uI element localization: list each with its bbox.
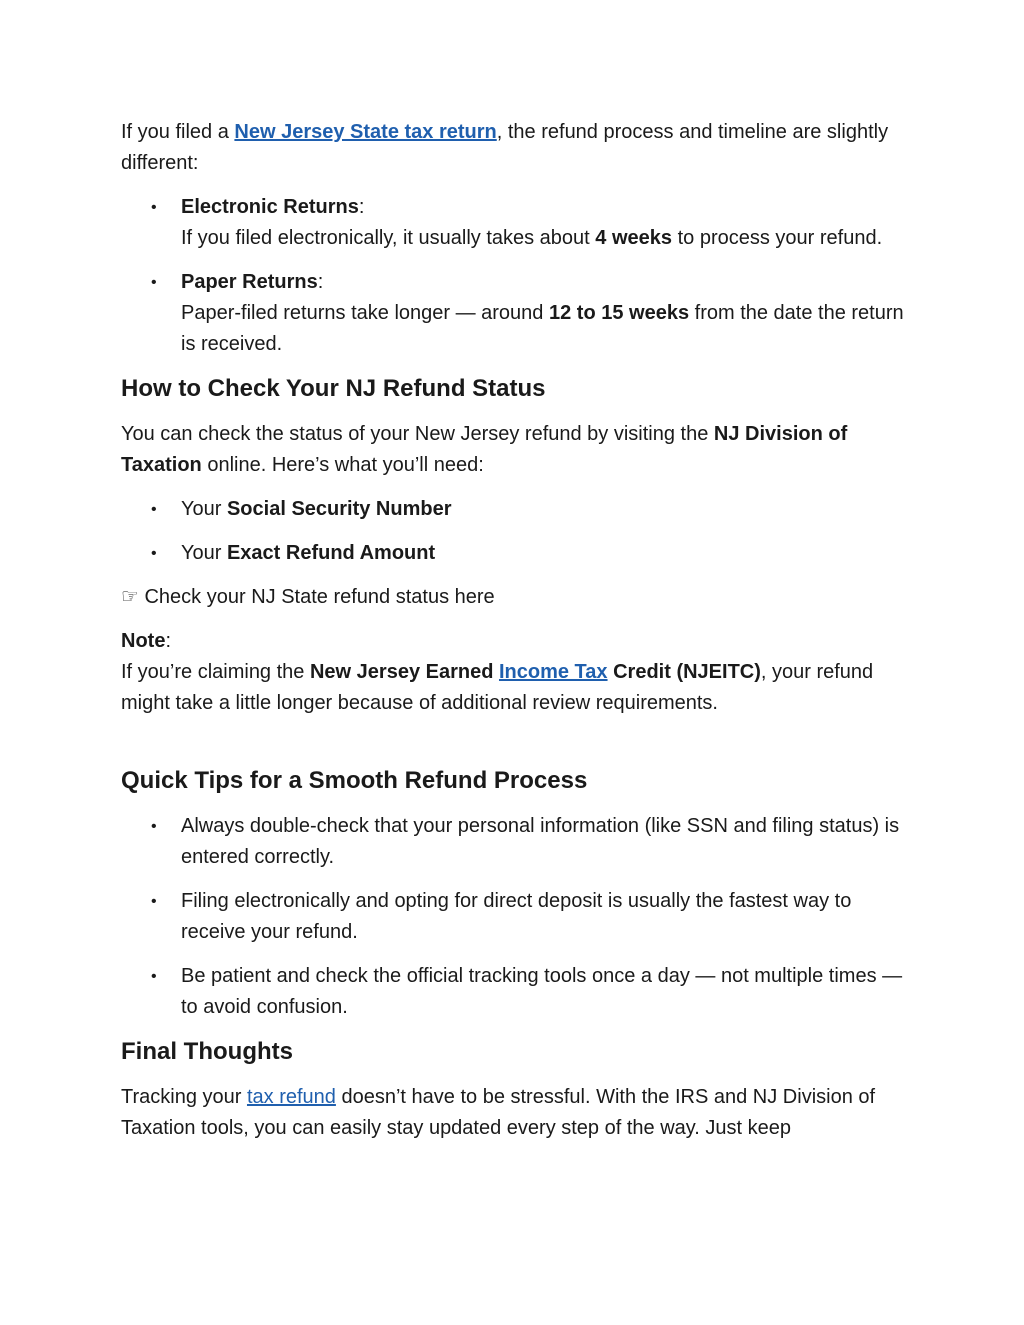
- list-item: • Your Exact Refund Amount: [121, 538, 911, 569]
- list-item: • Filing electronically and opting for direct deposit is usually the fastest way to receive your refund.: [121, 886, 911, 948]
- filing-type-title: Paper Returns: [181, 271, 318, 293]
- intro-paragraph: If you filed a New Jersey State tax return, the refund process and timeline are slightly different:: [121, 121, 889, 174]
- filing-types-list: [121, 192, 911, 360]
- tax-refund-link[interactable]: tax refund: [246, 1086, 336, 1108]
- list-item: • Paper Returns: Paper-filed returns take longer — around 12 to 15 weeks from the date the return is received.: [121, 267, 911, 360]
- section-heading-check-status: How to Check Your NJ Refund Status: [121, 375, 546, 402]
- filing-type-title: Electronic Returns: [181, 196, 359, 218]
- list-item: • Electronic Returns: If you filed electronically, it usually takes about 4 weeks to process your refund.: [121, 192, 911, 254]
- tips-list: [121, 811, 911, 1023]
- note-paragraph: Note: If you’re claiming the New Jersey Earned Income Tax Credit (NJEITC), your refund might take a little longer because of additional review requirements.: [121, 630, 874, 714]
- final-thoughts-paragraph: Tracking your tax refund doesn’t have to be stressful. With the IRS and NJ Division of Taxation tools, you can easily stay updated every step of the way. Just keep: [121, 1086, 876, 1139]
- check-refund-status-line[interactable]: ☞ Check your NJ State refund status here: [121, 586, 495, 608]
- note-label: Note: [121, 630, 166, 652]
- income-tax-link[interactable]: Income Tax: [498, 661, 608, 683]
- list-item: • Your Social Security Number: [121, 494, 911, 525]
- list-item: • Always double-check that your personal information (like SSN and filing status) is entered correctly.: [121, 811, 911, 873]
- check-status-paragraph: You can check the status of your New Jersey refund by visiting the NJ Division of Taxation online. Here’s what you’ll need:: [121, 423, 848, 476]
- nj-state-tax-return-link[interactable]: New Jersey State tax return: [234, 121, 497, 143]
- section-heading-quick-tips: Quick Tips for a Smooth Refund Process: [121, 767, 588, 794]
- list-item: • Be patient and check the official tracking tools once a day — not multiple times — to avoid confusion.: [121, 961, 911, 1023]
- requirements-list: [121, 494, 911, 569]
- section-heading-final-thoughts: Final Thoughts: [121, 1038, 293, 1065]
- document-page: [121, 117, 911, 1144]
